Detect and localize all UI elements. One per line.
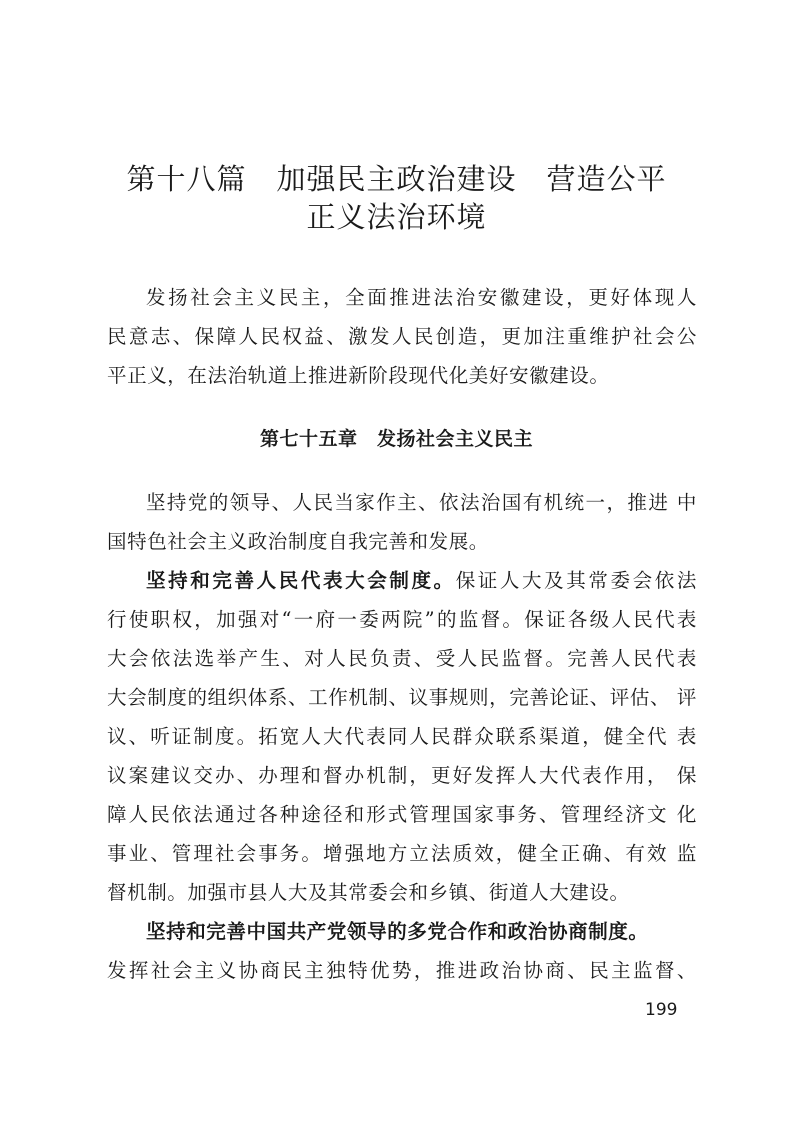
paragraph-1 [107,483,697,561]
para2-line-8: 事业、管理社会事务。增强地方立法质效，健全正确、有效 监 [107,842,697,865]
chapter-title: 第七十五章 发扬社会主义民主 [259,428,533,450]
intro-paragraph [107,278,697,395]
para1-line-2: 国特色社会主义政治制度自我完善和发展。 [107,530,489,553]
para2-line-5: 议、听证制度。拓宽人大代表同人民群众联系渠道，健全代 表 [107,725,697,748]
para3-line-2: 发挥社会主义协商民主独特优势，推进政治协商、民主监督、 [107,959,697,982]
para1-line-1: 坚持党的领导、人民当家作主、依法治国有机统一，推进 中 [146,491,697,514]
paragraph-3 [107,912,697,990]
para2-line-9: 督机制。加强市县人大及其常委会和乡镇、街道人大建设。 [107,881,630,904]
intro-line-3: 平正义，在法治轨道上推进新阶段现代化美好安徽建设。 [107,364,610,387]
intro-line-1: 发扬社会主义民主，全面推进法治安徽建设，更好体现人 [146,286,697,309]
page-number: 199 [645,1000,678,1020]
para2-line-6: 议案建议交办、办理和督办机制，更好发挥人大代表作用， 保 [107,764,697,787]
para2-bold-lead: 坚持和完善人民代表大会制度。 [146,569,456,592]
para2-line-3: 大会依法选举产生、对人民负责、受人民监督。完善人民代表 [107,647,697,670]
para2-line-4: 大会制度的组织体系、工作机制、议事规则，完善论证、评估、 评 [107,686,697,709]
para2-line-7: 障人民依法通过各种途径和形式管理国家事务、管理经济文 化 [107,803,697,826]
paragraph-2 [107,561,697,912]
para2-line-1-rest: 保证人大及其常委会依法 [455,569,697,592]
intro-line-2: 民意志、保障人民权益、激发人民创造，更加注重维护社会公 [107,325,697,348]
para3-bold-lead: 坚持和完善中国共产党领导的多党合作和政治协商制度。 [146,920,649,943]
para3-line-1 [107,912,697,951]
para2-line-1 [107,561,697,600]
part-title-line-1: 第十八篇 加强民主政治建设 营造公平 [126,162,667,196]
part-title-line-2: 正义法治环境 [306,200,487,234]
para2-line-2: 行使职权，加强对“一府一委两院”的监督。保证各级人民代表 [107,608,697,631]
